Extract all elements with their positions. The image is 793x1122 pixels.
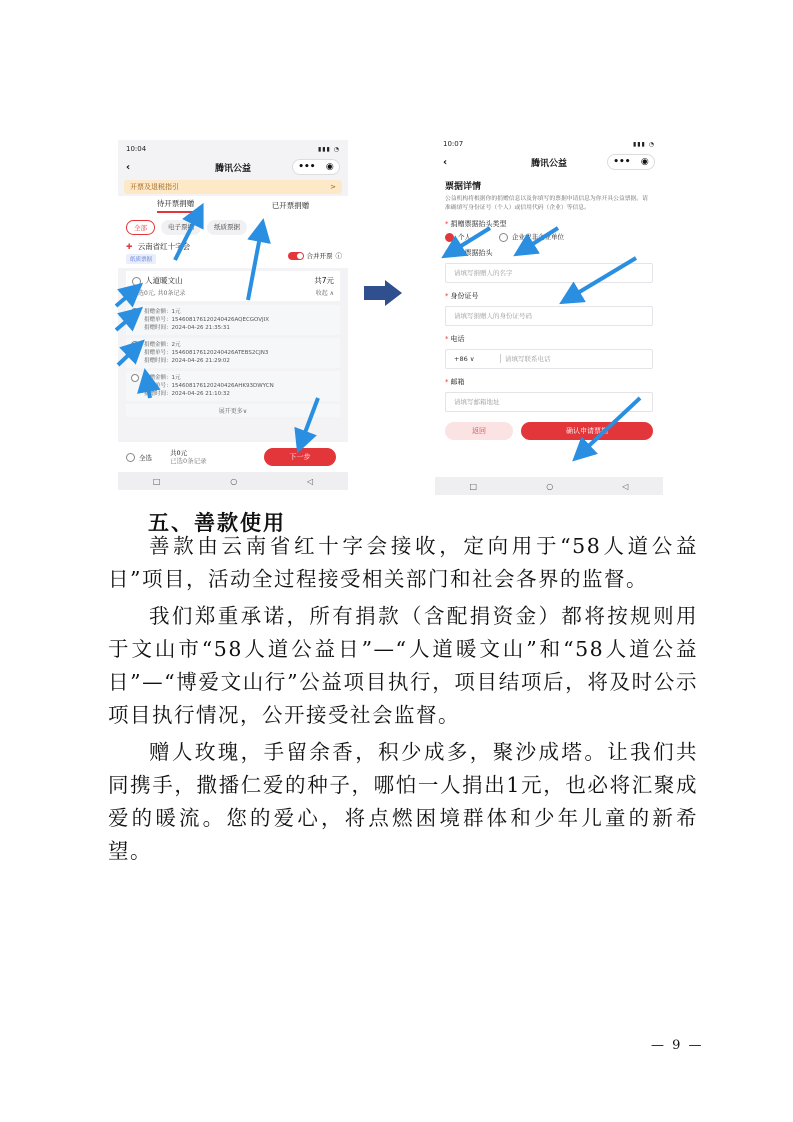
signal-icon: ▮▮▮ ◔: [317, 145, 340, 153]
option-company-label: 企业或非企业单位: [512, 233, 564, 241]
arrow-to-company: [520, 228, 558, 252]
next-button[interactable]: 下一步: [264, 448, 336, 466]
back-triangle-icon[interactable]: ◁: [306, 476, 314, 486]
header-label: 捐赠票据抬头: [450, 248, 493, 257]
more-icon[interactable]: •••: [613, 157, 631, 167]
back-arrow-icon[interactable]: ‹: [126, 161, 131, 173]
phone-label-row: * 电话: [445, 334, 465, 343]
id-label: 身份证号: [450, 291, 479, 300]
connector-arrow: [364, 280, 402, 306]
type-label-row: * 捐赠票据抬头类型: [445, 220, 507, 228]
id-number-input[interactable]: 请填写捐赠人的身份证号码: [445, 306, 653, 326]
home-icon[interactable]: ○: [230, 476, 238, 486]
phone-label: 电话: [450, 334, 465, 343]
paragraph-3: 赠人玫瑰，手留余香，积少成多，聚沙成塔。让我们共同携手，撒播仁爱的种子，哪怕一人捐出1元，也必将汇聚成爱的暖流。您的爱心，将点燃困境群体和少年儿童的新希望。: [108, 740, 698, 863]
confirm-button[interactable]: 确认申请票据: [521, 422, 653, 440]
section-heading: 五、善款使用: [148, 510, 286, 535]
sum-sub: 已选0条记录: [170, 457, 207, 465]
arrow-to-next-button: [300, 398, 318, 446]
record-time: 捐赠时间：2024-04-26 21:35:31: [144, 325, 230, 331]
recent-apps-icon[interactable]: □: [469, 481, 478, 491]
arrow-to-confirm-button: [578, 398, 640, 456]
id-label-row: * 身份证号: [445, 291, 479, 300]
record-amount: 捐赠金额：1元: [144, 309, 181, 315]
arrow-to-header-input: [566, 258, 636, 300]
red-cross-icon: ✚: [126, 242, 133, 251]
back-button[interactable]: 返回: [445, 422, 513, 440]
chip-electronic[interactable]: 电子票据: [161, 220, 201, 235]
sum-total: 共0元: [170, 449, 188, 457]
expand-more[interactable]: 展开更多∨: [126, 404, 340, 417]
record-time: 捐赠时间：2024-04-26 21:10:32: [144, 391, 230, 397]
signal-icon: ▮▮▮ ◔: [632, 140, 655, 148]
org-tag: 纸质票据: [126, 254, 156, 264]
arrow-to-project-radio: [116, 288, 137, 306]
phone-input[interactable]: 请填写联系电话: [500, 354, 551, 363]
close-circle-icon[interactable]: ◉: [325, 162, 334, 172]
close-circle-icon[interactable]: ◉: [640, 157, 649, 167]
record-amount: 捐赠金额：2元: [144, 342, 181, 348]
email-label: 邮箱: [450, 377, 465, 386]
select-all-label[interactable]: 全选: [139, 453, 152, 462]
home-icon[interactable]: ○: [546, 481, 554, 491]
record-number: 捐赠单号：15460817612024042​6AQECGOVJIX: [144, 317, 270, 323]
receipt-header-input[interactable]: 请填写捐赠人的名字: [445, 263, 653, 283]
option-individual-label: 个人: [458, 233, 471, 241]
email-label-row: * 邮箱: [445, 377, 465, 386]
merge-label: 合并开票: [306, 252, 333, 260]
arrow-to-tab: [175, 210, 200, 260]
tab-issued[interactable]: 已开票捐赠: [271, 200, 310, 210]
more-icon[interactable]: •••: [298, 162, 316, 172]
project-total: 共7元: [314, 276, 334, 285]
paragraph-2: 我们郑重承诺，所有捐款（含配捐资金）都将按规则用于文山市“58人道公益日”—“人道暖文山”和“58人道公益日”—“博爱文山行”公益项目执行，项目结项后，将及时公示项目执行情况，公开接受社会监督。: [108, 604, 698, 727]
status-time: 10:04: [126, 145, 147, 153]
arrow-to-record-1: [116, 312, 137, 330]
page-number: — 9 —: [651, 1038, 704, 1053]
email-input[interactable]: 请填写邮箱地址: [445, 392, 653, 412]
project-name: 人道暖文山: [145, 276, 183, 285]
nav-title: 腾讯公益: [214, 163, 251, 174]
header-label-row: * 捐赠票据抬头: [445, 248, 493, 257]
country-code-select[interactable]: +86 ∨: [454, 354, 475, 363]
record-amount: 捐赠金额：1元: [144, 375, 181, 381]
chip-paper[interactable]: 纸质票据: [207, 220, 247, 235]
tab-pending[interactable]: 待开票捐赠: [157, 198, 195, 213]
section-description: 公益机构将根据你的捐赠信息以及你填写的票据申请信息为你开具公益票据。请准确填写身份证号（个人）或信用代码（企业）等信息。: [445, 196, 648, 211]
back-arrow-icon[interactable]: ‹: [443, 156, 448, 168]
chevron-right-icon: >: [330, 183, 336, 191]
paragraph-1: 善款由云南省红十字会接收，定向用于“58人道公益日”项目，活动全过程接受相关部门和社会各界的监督。: [108, 534, 698, 591]
chip-all[interactable]: 全部: [126, 220, 155, 235]
nav-title: 腾讯公益: [530, 158, 567, 169]
record-number: 捐赠单号：154608176120240​426AHK93DWYCN: [144, 383, 274, 389]
record-time: 捐赠时间：2024-04-26 21:29:02: [144, 358, 230, 364]
type-label: 捐赠票据抬头类型: [450, 220, 507, 228]
collapse-link[interactable]: 收起 ∧: [315, 290, 334, 297]
status-time: 10:07: [443, 140, 464, 148]
arrow-to-record-2: [118, 345, 139, 365]
back-triangle-icon[interactable]: ◁: [622, 481, 629, 491]
project-selected: 已选0元, 共0条记录: [132, 290, 186, 297]
arrow-to-paper-chip: [248, 226, 262, 300]
help-icon[interactable]: ⓘ: [335, 252, 342, 260]
arrow-to-record-3: [146, 376, 150, 398]
section-title: 票据详情: [445, 182, 482, 192]
arrow-to-individual: [448, 228, 490, 254]
recent-apps-icon[interactable]: □: [152, 476, 161, 486]
guide-banner-text: 开票及退税指引: [130, 183, 179, 191]
org-name: 云南省红十字会: [137, 242, 191, 251]
record-number: 捐赠单号：1546081761202404​26ATEBS2CJN3: [144, 350, 269, 356]
